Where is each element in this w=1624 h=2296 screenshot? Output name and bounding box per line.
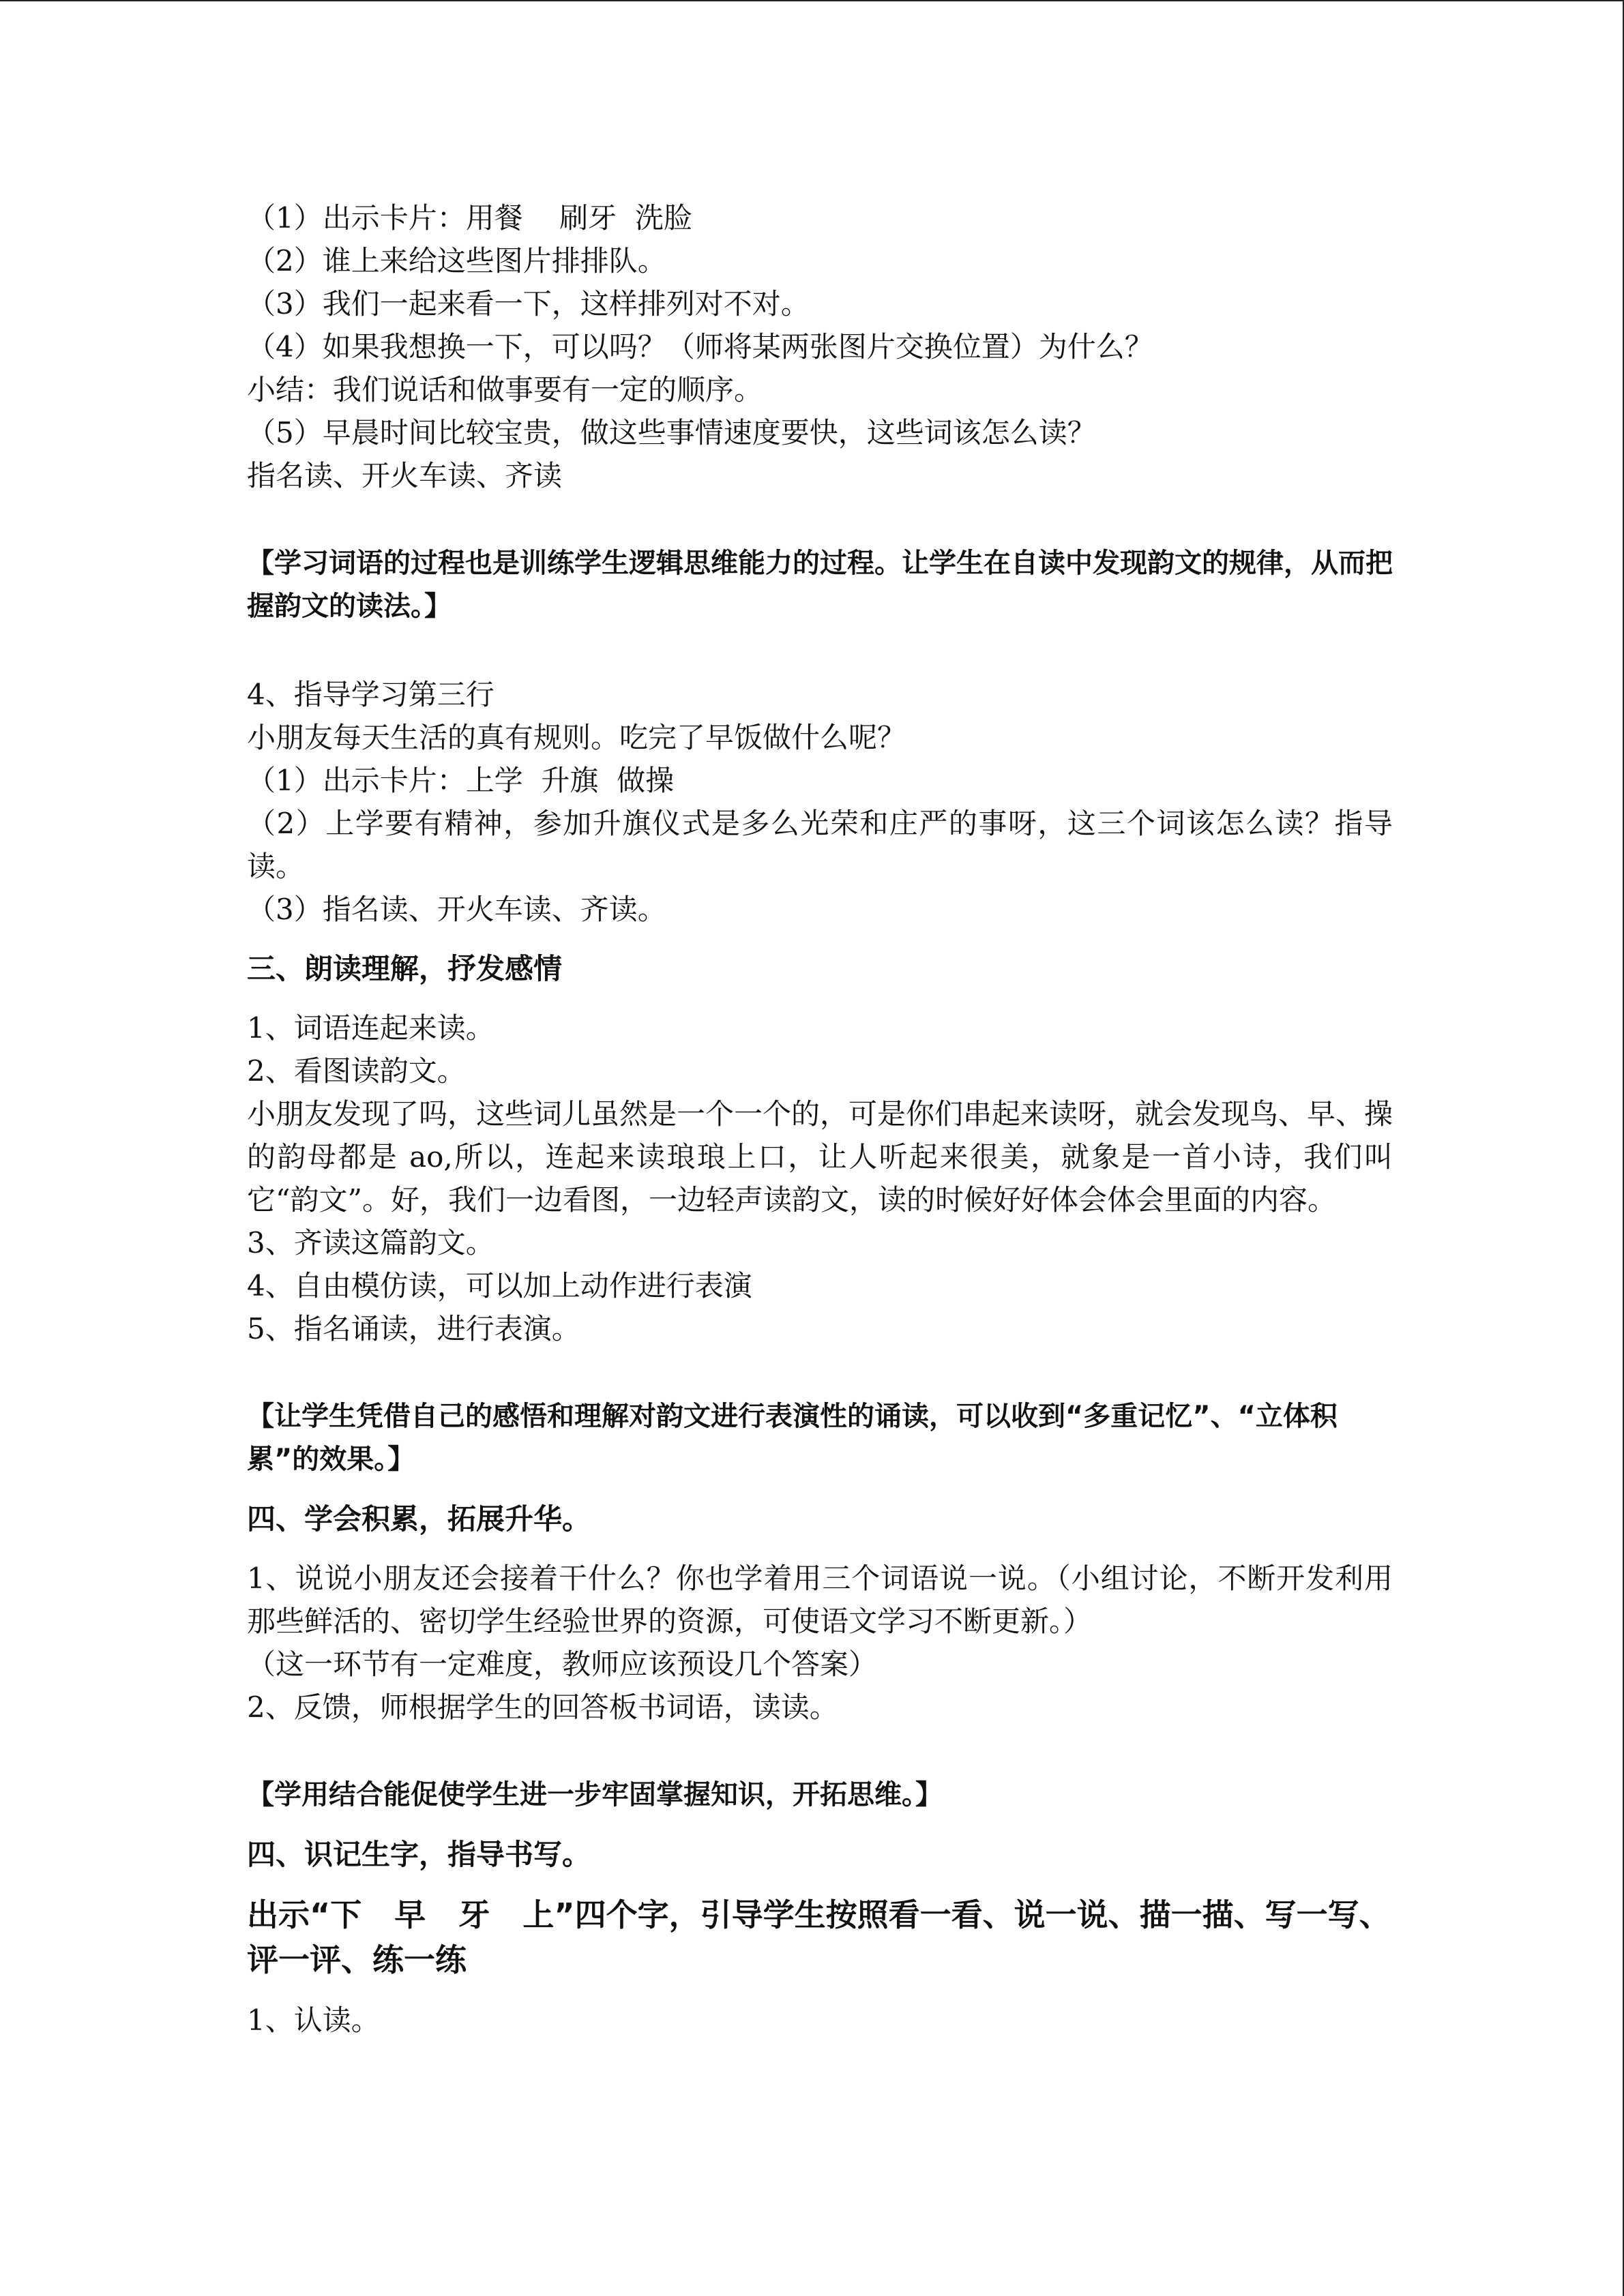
- teaching-note: 【学习词语的过程也是训练学生逻辑思维能力的过程。让学生在自读中发现韵文的规律，从而把握韵文的读法。】: [247, 548, 1393, 622]
- teaching-note: 【让学生凭借自己的感悟和理解对韵文进行表演性的诵读，可以收到“多重记忆”、“立体积累”的效果。】: [247, 1401, 1338, 1475]
- section-heading: 三、朗读理解，抒发感情: [247, 952, 563, 985]
- text-line: （3）我们一起来看一下，这样排列对不对。: [247, 287, 810, 320]
- text-line: 5、指名诵读，进行表演。: [247, 1312, 580, 1345]
- text-line: 4、自由模仿读，可以加上动作进行表演: [247, 1269, 752, 1302]
- section-row3: [247, 673, 1393, 931]
- text-line: （5）早晨时间比较宝贵，做这些事情速度要快，这些词该怎么读？: [247, 416, 1096, 449]
- text-line: （3）指名读、开火车读、齐读。: [247, 893, 666, 926]
- section-title: 4、指导学习第三行: [247, 678, 494, 711]
- text-paragraph: 小朋友发现了吗，这些词儿虽然是一个一个的，可是你们串起来读呀，就会发现鸟、早、操的韵母都是 ao,所以，连起来读琅琅上口，让人听起来很美，就象是一首小诗，我们叫它“韵文”。好，我们一边看图，一边轻声读韵文，读的时候好好体会体会里面的内容。: [247, 1097, 1393, 1217]
- text-paragraph: 1、说说小朋友还会接着干什么？你也学着用三个词语说一说。（小组讨论，不断开发利用那些鲜活的、密切学生经验世界的资源，可使语文学习不断更新。）: [247, 1562, 1393, 1638]
- text-line: 指名读、开火车读、齐读: [247, 459, 563, 492]
- text-line: （1）出示卡片：用餐 刷牙 洗脸: [247, 201, 692, 235]
- text-line: 3、齐读这篇韵文。: [247, 1226, 494, 1259]
- section-heading: 四、学会积累，拓展升华。: [247, 1502, 591, 1536]
- text-line: 1、认读。: [247, 2003, 380, 2037]
- section-read: [247, 1007, 1393, 1350]
- text-line: （2）谁上来给这些图片排排队。: [247, 244, 666, 278]
- section-intro: [247, 196, 1393, 497]
- text-line: 1、词语连起来读。: [247, 1011, 494, 1045]
- text-paragraph: （2）上学要有精神，参加升旗仪式是多么光荣和庄严的事呀，这三个词该怎么读？指导读。: [247, 807, 1393, 883]
- text-line: （1）出示卡片：上学 升旗 做操: [247, 764, 675, 797]
- section-accumulate: [247, 1557, 1393, 1729]
- text-line: 小朋友每天生活的真有规则。吃完了早饭做什么呢？: [247, 721, 906, 754]
- text-line: 小结：我们说话和做事要有一定的顺序。: [247, 373, 763, 406]
- text-line: 2、反馈，师根据学生的回答板书词语，读读。: [247, 1690, 838, 1724]
- writing-instruction: 出示“下 早 牙 上”四个字，引导学生按照看一看、说一说、描一描、写一写、评一评、练一练: [247, 1896, 1391, 1978]
- teaching-note: 【学用结合能促使学生进一步牢固掌握知识，开拓思维。】: [247, 1779, 943, 1810]
- section-heading: 四、识记生字，指导书写。: [247, 1838, 591, 1871]
- text-line: （这一环节有一定难度，教师应该预设几个答案）: [247, 1648, 878, 1681]
- text-line: 2、看图读韵文。: [247, 1054, 466, 1088]
- text-line: （4）如果我想换一下，可以吗？（师将某两张图片交换位置）为什么？: [247, 330, 1153, 363]
- document-body: [247, 196, 1393, 2042]
